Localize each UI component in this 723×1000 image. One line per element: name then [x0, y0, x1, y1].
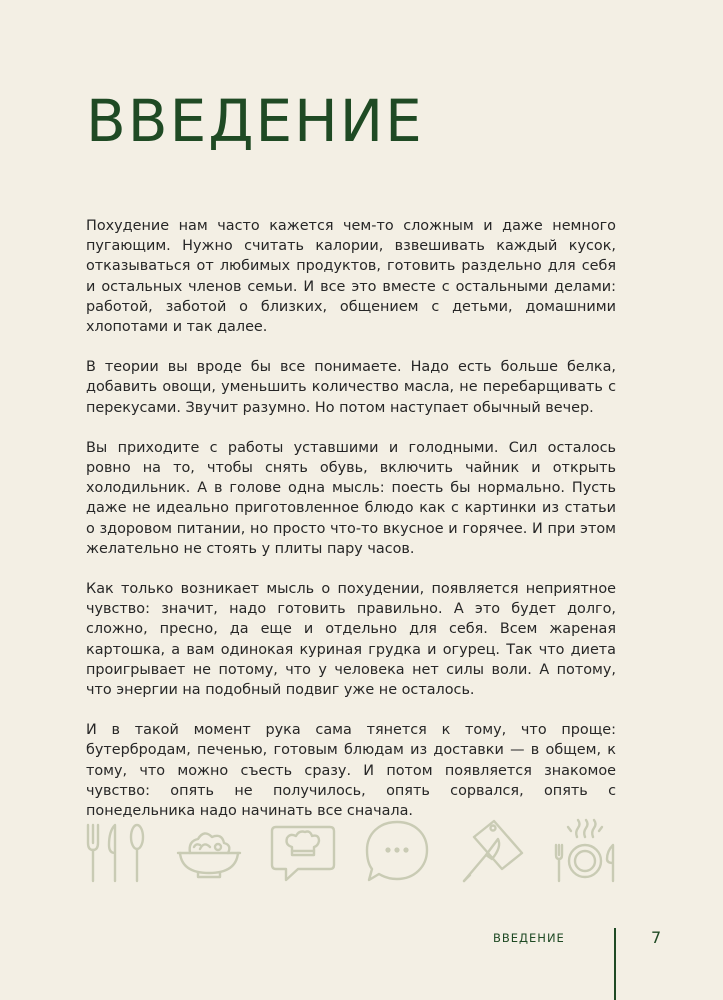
chat-bubble-icon — [362, 817, 432, 887]
plate-cutlery-icon — [550, 817, 620, 887]
body-text — [86, 216, 616, 841]
paragraph: Вы приходите с работы уставшими и голодными. Сил осталось ровно на то, чтобы снять обувь, включить чайник и открыть холодильник. А в голове одна мысль: поесть бы нормально. Пусть даже не идеально приготовленное блюдо как с картинки из статьи о здоровом питании, но просто что-то вкусное и горячее. И при этом желательно не стоять у плиты пару часов. — [86, 439, 616, 557]
paragraph: Как только возникает мысль о похудении, появляется неприятное чувство: значит, надо готовить правильно. А это будет долго, сложно, пресно, да еще и отдельно для себя. Всем жареная картошка, а вам одинокая куриная грудка и огурец. Так что диета проигрывает не потому, что у человека нет силы воли. А потому, что энергии на подобный подвиг уже не осталось. — [86, 581, 616, 699]
paragraph: В теории вы вроде бы все понимаете. Надо есть больше белка, добавить овощи, уменьшить количество масла, не перебарщивать с перекусами. Звучит разумно. Но потом наступает обычный вечер. — [86, 359, 616, 416]
paragraph: Похудение нам часто кажется чем-то сложным и даже немного пугающим. Нужно считать калории, взвешивать каждый кусок, отказываться от любимых продуктов, готовить раздельно для себя и остальных членов семьи. И все это вместе с остальными делами: работой, заботой о близких, общением с детьми, домашними хлопотами и так далее. — [86, 218, 616, 336]
cutlery-icon — [80, 817, 150, 887]
footer-divider — [614, 928, 616, 1000]
chef-speech-bubble-icon — [268, 817, 338, 887]
page-title: ВВЕДЕНИЕ — [86, 87, 424, 155]
page-number: 7 — [651, 928, 662, 947]
decorative-icon-row — [80, 812, 620, 892]
cutting-board-knife-icon — [456, 817, 526, 887]
salad-bowl-icon — [174, 817, 244, 887]
running-header: ВВЕДЕНИЕ — [493, 931, 565, 945]
paragraph: И в такой момент рука сама тянется к тому, что проще: бутербродам, печенью, готовым блюдам из доставки — в общем, к тому, что можно съесть сразу. И потом появляется знакомое чувство: опять не получилось, опять сорвался, опять с понедельника надо начинать все сначала. — [86, 722, 616, 820]
